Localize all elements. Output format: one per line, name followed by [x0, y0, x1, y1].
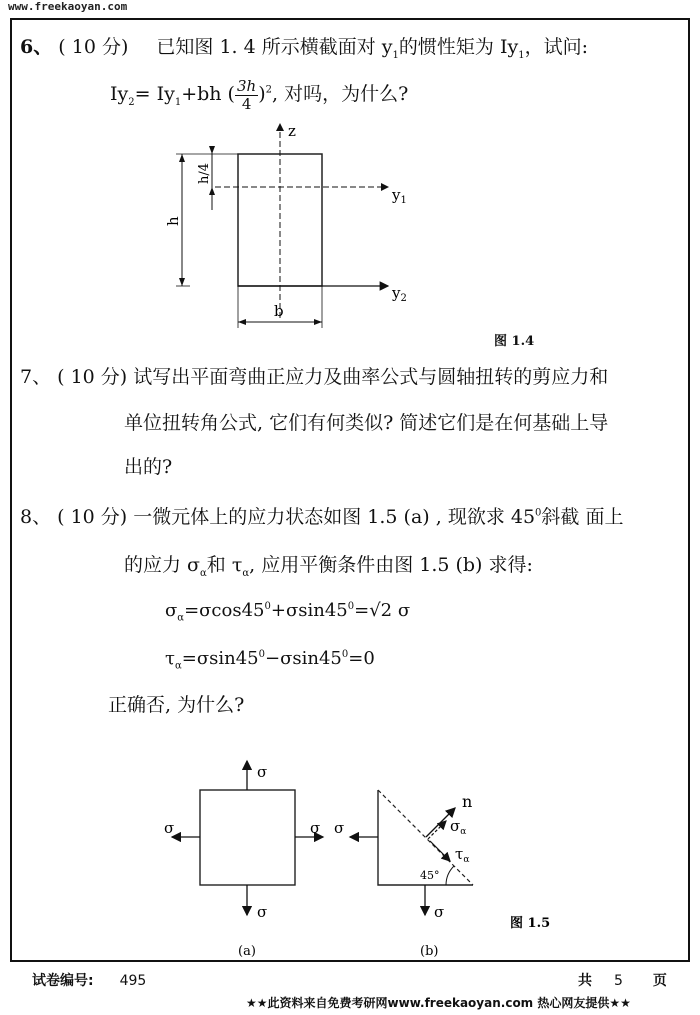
question-7-line-2: 单位扭转角公式, 它们有何类似? 简述它们是在何基础上导 — [124, 412, 609, 434]
question-6-text-after: 的惯性矩为 Iy — [398, 36, 519, 58]
total-label: 共 — [578, 973, 592, 989]
website-header: www.freekaoyan.com — [8, 0, 128, 13]
page-label: 页 — [652, 973, 667, 989]
eq2-term2: −σsin45 — [264, 648, 342, 669]
eq1-sigma: σ — [165, 600, 178, 621]
equation-1 — [165, 600, 410, 624]
paper-code — [32, 970, 146, 990]
figure-1-4-caption: 图 1.4 — [494, 334, 535, 349]
question-6-points: ( 10 分) — [58, 36, 129, 58]
q8-line2-sub1: α — [200, 567, 207, 579]
y1-label-main: y — [392, 186, 401, 204]
question-6-text-end: ，试问: — [524, 36, 588, 58]
h-arrow-top — [179, 154, 185, 162]
h4-label: h/4 — [197, 162, 212, 184]
eq2-term1: =σsin45 — [181, 648, 259, 669]
formula-iy2: Iy — [110, 83, 129, 105]
q8-line2-sub2: α — [242, 567, 250, 579]
normal-n-label: n — [462, 792, 473, 811]
tau-alpha-main: τ — [455, 845, 464, 863]
sigma-label-top: σ — [257, 763, 268, 781]
element-a — [164, 761, 323, 959]
figure-1-4 — [160, 118, 430, 338]
q6-sub1: 1 — [392, 49, 399, 61]
eq1-term2-sup: 0 — [347, 601, 355, 612]
question-7-line-1: 7、 ( 10 分) 试写出平面弯曲正应力及曲率公式与圆轴扭转的剪应力和 — [20, 366, 609, 388]
angle-label: 45° — [420, 869, 440, 882]
b-label: b — [274, 302, 284, 320]
formula-bh: +bh ( — [181, 83, 235, 105]
paper-code-value: 495 — [119, 973, 147, 989]
q6-sub2: 1 — [518, 49, 525, 61]
eq2-term1-sup: 0 — [258, 649, 265, 660]
formula-iy1: = Iy — [134, 83, 175, 105]
eq1-result: =√2 σ — [354, 600, 411, 621]
figure-1-5 — [150, 755, 570, 965]
y2-label-sub: 2 — [400, 293, 407, 304]
paper-code-label: 试卷编号: — [32, 973, 94, 989]
formula-tail: , 对吗，为什么? — [272, 83, 409, 105]
eq2-tau: τ — [165, 648, 175, 669]
sigma-label-bottom: σ — [257, 903, 268, 921]
h4-arrow-bottom — [209, 187, 215, 195]
sigma-label-b-left: σ — [334, 819, 345, 837]
question-6-number: 6、 — [20, 36, 53, 58]
b-arrow-left — [238, 319, 246, 325]
y1-label — [391, 186, 407, 206]
total-pages: 5 — [614, 973, 623, 989]
fraction-denominator: 4 — [241, 94, 252, 113]
h-label: h — [164, 216, 182, 226]
eq1-term2: +σsin45 — [270, 600, 348, 621]
question-8-line-2 — [124, 556, 533, 579]
footer-banner: ★★此资料来自免费考研网www.freekaoyan.com 热心网友提供★★ — [246, 996, 631, 1010]
h-arrow-bottom — [179, 278, 185, 286]
formula-iy1-sub: 1 — [174, 96, 182, 108]
sigma-alpha-sub: α — [460, 827, 467, 837]
equation-2 — [165, 648, 375, 672]
formula-exponent: 2 — [265, 84, 272, 96]
formula-fraction — [235, 78, 258, 112]
fraction-numerator: 3h — [236, 77, 257, 95]
question-8-prompt: 正确否, 为什么? — [108, 694, 245, 716]
angle-arc — [446, 866, 454, 885]
sigma-alpha-label — [450, 817, 466, 837]
q8-line1-end: 斜截 面上 — [541, 506, 624, 528]
page-count — [578, 970, 667, 990]
z-label: z — [288, 122, 296, 140]
y1-label-sub: 1 — [400, 195, 407, 206]
eq1-term1-sup: 0 — [264, 601, 271, 612]
eq2-tau-sub: α — [174, 660, 182, 672]
q8-line1-main: 8、 ( 10 分) 一微元体上的应力状态如图 1.5 (a) , 现欲求 45 — [20, 506, 536, 528]
question-6-text: 已知图 1. 4 所示横截面对 y — [156, 36, 393, 58]
question-6-formula — [110, 78, 408, 112]
label-b: (b) — [420, 944, 439, 959]
figure-1-5-caption: 图 1.5 — [510, 916, 551, 931]
sigma-label-right: σ — [310, 819, 321, 837]
sigma-label-b-bottom: σ — [434, 903, 445, 921]
q8-line2-main: 的应力 σ — [124, 554, 201, 576]
element-b — [334, 790, 473, 959]
eq2-term2-sup: 0 — [341, 649, 349, 660]
sigma-alpha-main: σ — [450, 817, 461, 835]
q8-line1-sup: 0 — [535, 507, 542, 519]
formula-close-paren: ) — [258, 83, 266, 105]
q8-line2-mid: 和 τ — [206, 554, 243, 576]
h4-arrow-top — [209, 146, 215, 154]
formula-iy2-sub: 2 — [128, 96, 135, 108]
question-8-line-1 — [20, 508, 623, 527]
eq1-sigma-sub: α — [177, 612, 185, 624]
sigma-label-left: σ — [164, 819, 175, 837]
label-a: (a) — [238, 944, 256, 959]
question-7-line-3: 出的? — [124, 456, 173, 478]
eq1-term1: =σcos45 — [184, 600, 265, 621]
tau-alpha-label — [455, 845, 469, 865]
element-a-square — [200, 790, 295, 885]
q8-line2-end: , 应用平衡条件由图 1.5 (b) 求得: — [249, 554, 533, 576]
tau-alpha-sub: α — [463, 855, 470, 865]
y2-label — [391, 284, 407, 304]
question-6-heading — [20, 38, 588, 61]
b-arrow-right — [314, 319, 322, 325]
y2-label-main: y — [392, 284, 401, 302]
sigma-alpha-arrow — [428, 821, 446, 839]
tau-alpha-arrow — [430, 841, 450, 861]
eq2-result: =0 — [348, 648, 375, 669]
